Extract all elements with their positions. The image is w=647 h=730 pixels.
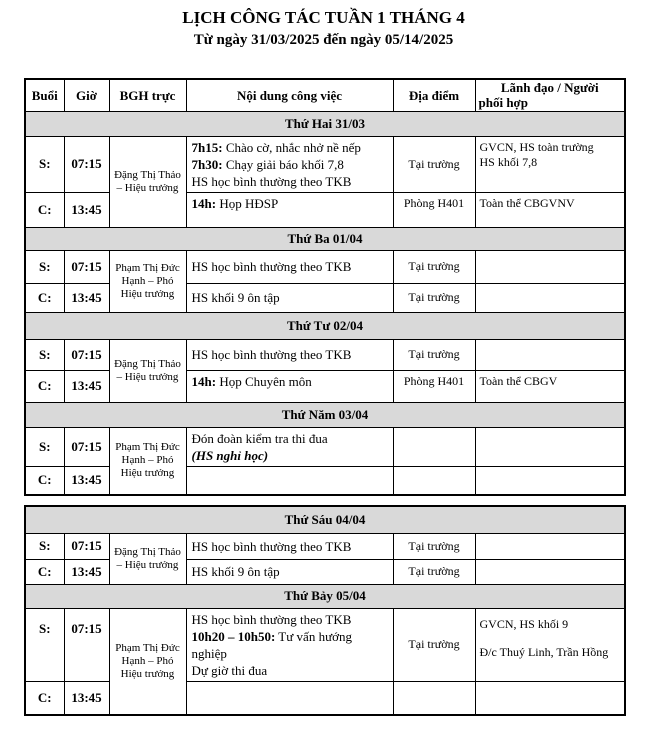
monday-morning-row [25,136,625,192]
day-header-tuesday [25,227,625,250]
content-line: HS học bình thường theo TKB [191,259,352,274]
time-cell: 07:15 [64,533,109,559]
content-line: HS khối 9 ôn tập [191,564,280,579]
content-line: (HS nghỉ học) [191,447,269,463]
col-header-lanhdao-line1: Lãnh đạo / Người [500,80,599,96]
leaders-cell [475,559,625,584]
content-cell [186,681,393,715]
col-header-noidung: Nội dung công việc [186,79,393,111]
bgh-cell: Đặng Thị Thảo – Hiệu trưởng [109,339,186,402]
leaders-cell [475,339,625,370]
bgh-cell: Phạm Thị Đức Hạnh – Phó Hiệu trưởng [109,608,186,715]
location-cell: Tại trường [393,136,475,192]
time-cell: 07:15 [64,608,109,681]
leader-line: Đ/c Thuý Linh, Trần Hồng [479,644,609,659]
time-cell: 13:45 [64,370,109,402]
content-cell [186,427,393,466]
tuesday-morning-row [25,250,625,283]
location-cell [393,681,475,715]
content-cell [186,608,393,681]
content-line: 7h15: Chào cờ, nhắc nhở nề nếp [191,139,361,155]
day-header-saturday [25,584,625,608]
leader-line: HS khối 7,8 [479,154,538,169]
bgh-cell: Phạm Thị Đức Hạnh – Phó Hiệu trưởng [109,250,186,312]
content-cell [186,559,393,584]
day-label: Thứ Năm 03/04 [25,402,625,427]
leader-line: Toàn thể CBGVNV [479,195,575,210]
col-header-diadiem: Địa điểm [393,79,475,111]
session-cell: S: [25,136,64,192]
content-line: HS học bình thường theo TKB [191,347,352,362]
day-header-monday [25,111,625,136]
session-cell: S: [25,608,64,681]
location-cell [393,427,475,466]
time-cell: 13:45 [64,466,109,495]
bgh-cell: Đặng Thị Thảo – Hiệu trưởng [109,533,186,584]
session-cell: C: [25,681,64,715]
leaders-cell [475,608,625,681]
content-cell [186,136,393,192]
session-cell: C: [25,370,64,402]
session-cell: S: [25,339,64,370]
bgh-cell: Phạm Thị Đức Hạnh – Phó Hiệu trưởng [109,427,186,495]
location-cell: Tại trường [393,559,475,584]
content-cell [186,283,393,312]
day-label: Thứ Ba 01/04 [25,227,625,250]
time-cell: 13:45 [64,681,109,715]
content-line: 10h20 – 10h50: Tư vấn hướng nghiệp [191,628,352,661]
session-cell: S: [25,250,64,283]
day-header-wednesday [25,312,625,339]
content-line: HS học bình thường theo TKB [191,173,352,189]
content-cell [186,466,393,495]
location-cell: Tại trường [393,283,475,312]
content-line: 14h: Họp HĐSP [191,195,279,211]
content-line: HS học bình thường theo TKB [191,611,352,627]
location-cell: Tại trường [393,250,475,283]
page-title: LỊCH CÔNG TÁC TUẦN 1 THÁNG 4 [182,8,465,27]
day-label: Thứ Tư 02/04 [25,312,625,339]
col-header-bgh: BGH trực [109,79,186,111]
schedule-table-2 [24,505,626,716]
leaders-cell [475,533,625,559]
day-label: Thứ Sáu 04/04 [25,506,625,533]
saturday-morning-row [25,608,625,681]
day-header-thursday [25,402,625,427]
leader-line: GVCN, HS toàn trường [479,139,594,154]
leaders-cell [475,427,625,466]
location-cell: Tại trường [393,608,475,681]
leaders-cell [475,136,625,192]
time-cell: 07:15 [64,250,109,283]
leaders-cell [475,681,625,715]
leaders-cell [475,192,625,227]
content-line: Dự giờ thi đua [191,662,268,678]
time-cell: 07:15 [64,339,109,370]
location-cell: Tại trường [393,339,475,370]
wednesday-morning-row [25,339,625,370]
session-cell: C: [25,466,64,495]
leaders-cell [475,283,625,312]
session-cell: S: [25,533,64,559]
time-cell: 13:45 [64,192,109,227]
content-cell [186,533,393,559]
col-header-buoi: Buổi [25,79,64,111]
time-cell: 07:15 [64,427,109,466]
bgh-cell: Đặng Thị Thảo – Hiệu trưởng [109,136,186,227]
leaders-cell [475,250,625,283]
col-header-lanhdao [475,79,625,111]
content-cell [186,339,393,370]
day-label: Thứ Bảy 05/04 [25,584,625,608]
leader-line: Toàn thể CBGV [479,373,558,388]
time-cell: 13:45 [64,283,109,312]
location-cell: Phòng H401 [393,370,475,402]
content-cell [186,370,393,402]
content-line: 7h30: Chạy giải báo khối 7,8 [191,156,344,172]
session-cell: S: [25,427,64,466]
leaders-cell [475,370,625,402]
column-header-row [25,79,625,111]
session-cell: C: [25,192,64,227]
content-cell [186,250,393,283]
page-subtitle: Từ ngày 31/03/2025 đến ngày 05/14/2025 [193,32,454,48]
session-cell: C: [25,283,64,312]
content-cell [186,192,393,227]
friday-morning-row [25,533,625,559]
content-line: HS khối 9 ôn tập [191,290,280,305]
col-header-lanhdao-line2: phối hợp [478,95,528,111]
location-cell: Tại trường [393,533,475,559]
location-cell: Phòng H401 [393,192,475,227]
content-line: HS học bình thường theo TKB [191,538,352,554]
leader-line: GVCN, HS khối 9 [479,616,569,631]
schedule-table-1 [24,78,626,496]
day-header-friday [25,506,625,533]
col-header-gio: Giờ [64,79,109,111]
content-line: 14h: Họp Chuyên môn [191,373,312,389]
content-line: Đón đoàn kiểm tra thi đua [191,430,328,446]
thursday-morning-row [25,427,625,466]
session-cell: C: [25,559,64,584]
location-cell [393,466,475,495]
leaders-cell [475,466,625,495]
day-label: Thứ Hai 31/03 [25,111,625,136]
time-cell: 07:15 [64,136,109,192]
time-cell: 13:45 [64,559,109,584]
